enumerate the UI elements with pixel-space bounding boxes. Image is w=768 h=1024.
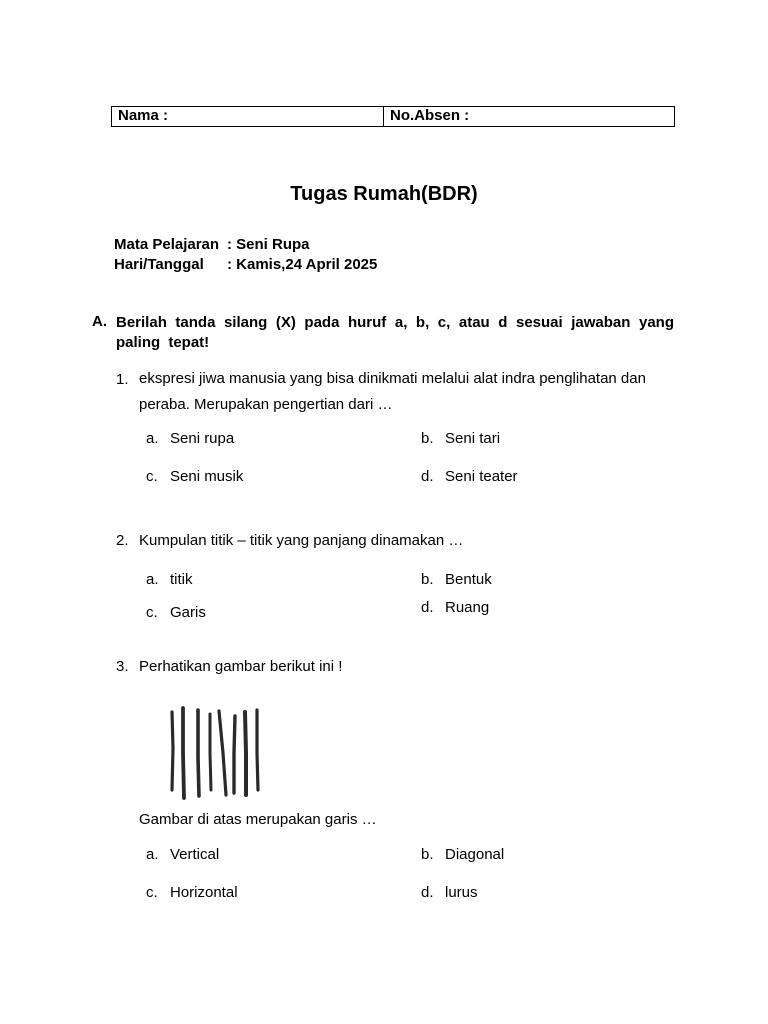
q1-option-d-letter[interactable]: d. bbox=[421, 468, 434, 485]
question-3-text: Perhatikan gambar berikut ini ! bbox=[139, 658, 343, 675]
name-label: Nama : bbox=[118, 107, 169, 124]
q3-option-c-text[interactable]: Horizontal bbox=[170, 884, 238, 901]
line-stroke-2 bbox=[183, 708, 184, 798]
q3-option-d-letter[interactable]: d. bbox=[421, 884, 434, 901]
section-letter: A. bbox=[92, 313, 107, 330]
name-field[interactable] bbox=[112, 107, 384, 126]
q3-option-b-text[interactable]: Diagonal bbox=[445, 846, 505, 863]
line-stroke-3 bbox=[198, 710, 199, 796]
absen-label: No.Absen : bbox=[390, 107, 470, 124]
date-label: Hari/Tanggal bbox=[114, 256, 204, 273]
question-1-text: ekspresi jiwa manusia yang bisa dinikmati melalui alat indra penglihatan dan peraba. Merupakan pengertian dari … bbox=[139, 370, 646, 413]
section-instruction: Berilah tanda silang (X) pada huruf a, b, c, atau d sesuai jawaban yang paling tepat! bbox=[116, 314, 674, 351]
q3-option-c-letter[interactable]: c. bbox=[146, 884, 158, 901]
question-2-number: 2. bbox=[116, 532, 129, 549]
q1-option-d-text[interactable]: Seni teater bbox=[445, 468, 518, 485]
question-1-number: 1. bbox=[116, 371, 129, 388]
line-stroke-7 bbox=[245, 712, 246, 795]
identity-table bbox=[111, 106, 675, 127]
date-value: : Kamis,24 April 2025 bbox=[227, 256, 378, 273]
q2-option-c-letter[interactable]: c. bbox=[146, 604, 158, 621]
q2-option-c-text[interactable]: Garis bbox=[170, 604, 206, 621]
vertical-lines-image bbox=[160, 698, 272, 806]
line-stroke-1 bbox=[172, 712, 173, 790]
line-stroke-6 bbox=[234, 716, 235, 793]
q3-option-a-letter[interactable]: a. bbox=[146, 846, 159, 863]
question-3-number: 3. bbox=[116, 658, 129, 675]
q1-option-c-letter[interactable]: c. bbox=[146, 468, 158, 485]
page-title: Tugas Rumah(BDR) bbox=[290, 183, 478, 205]
q2-option-a-text[interactable]: titik bbox=[170, 571, 193, 588]
question-2-text: Kumpulan titik – titik yang panjang dinamakan … bbox=[139, 532, 464, 549]
subject-label: Mata Pelajaran bbox=[114, 236, 220, 253]
q2-option-b-letter[interactable]: b. bbox=[421, 571, 434, 588]
q1-option-b-text[interactable]: Seni tari bbox=[445, 430, 501, 447]
q3-option-a-text[interactable]: Vertical bbox=[170, 846, 220, 863]
question-3-followup: Gambar di atas merupakan garis … bbox=[139, 811, 377, 828]
q3-option-b-letter[interactable]: b. bbox=[421, 846, 434, 863]
q1-option-a-letter[interactable]: a. bbox=[146, 430, 159, 447]
subject-value: : Seni Rupa bbox=[227, 236, 310, 253]
q2-option-d-letter[interactable]: d. bbox=[421, 599, 434, 616]
q2-option-b-text[interactable]: Bentuk bbox=[445, 571, 492, 588]
absen-field[interactable] bbox=[384, 107, 674, 126]
q1-option-b-letter[interactable]: b. bbox=[421, 430, 434, 447]
line-stroke-5 bbox=[219, 711, 226, 795]
q3-option-d-text[interactable]: lurus bbox=[445, 884, 478, 901]
q2-option-d-text[interactable]: Ruang bbox=[445, 599, 490, 616]
q2-option-a-letter[interactable]: a. bbox=[146, 571, 159, 588]
line-stroke-4 bbox=[210, 714, 211, 790]
line-stroke-8 bbox=[257, 710, 258, 790]
q1-option-a-text[interactable]: Seni rupa bbox=[170, 430, 235, 447]
q1-option-c-text[interactable]: Seni musik bbox=[170, 468, 244, 485]
